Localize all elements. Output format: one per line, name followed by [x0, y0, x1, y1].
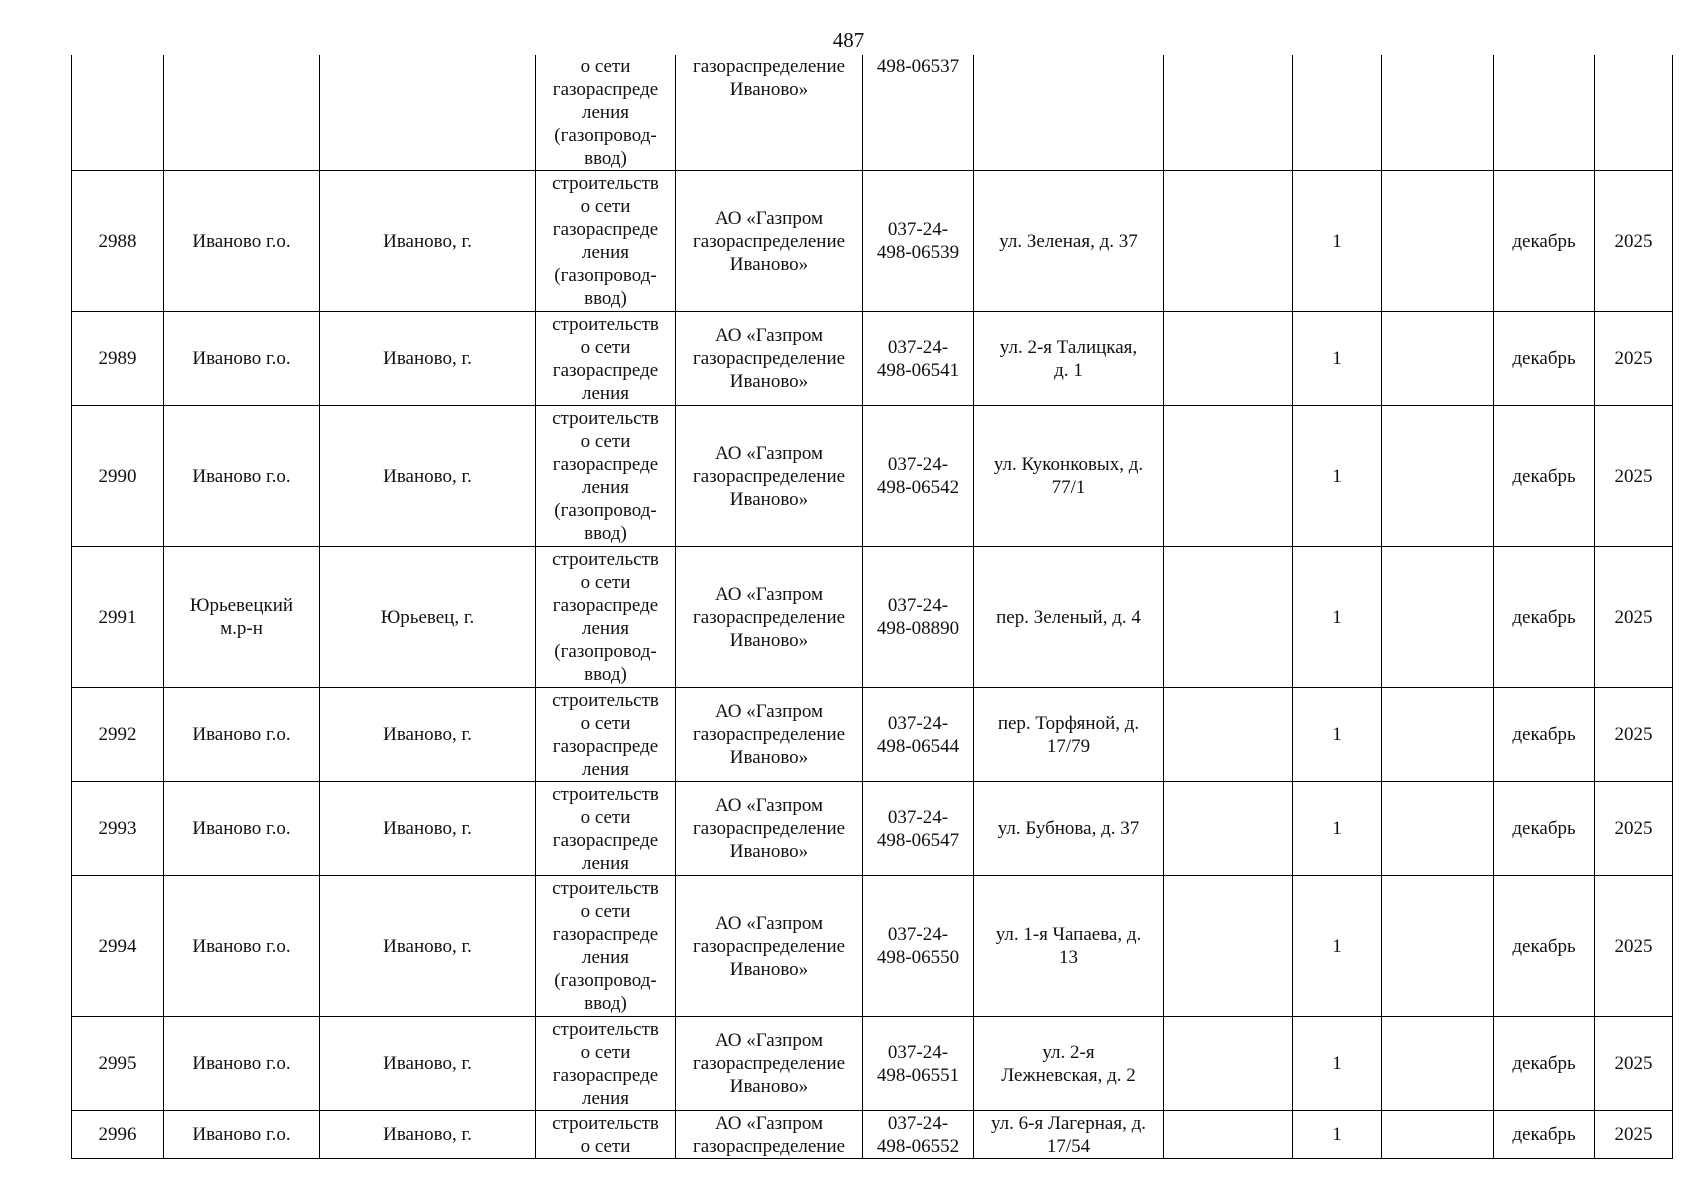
empty-cell — [1164, 55, 1293, 171]
locality-cell: Иваново, г. — [320, 406, 536, 547]
work-type-cell: строительств о сети — [536, 1111, 676, 1159]
company-cell: АО «Газпром газораспределение — [676, 1111, 863, 1159]
locality-cell: Иваново, г. — [320, 1017, 536, 1111]
district-cell: Иваново г.о. — [164, 171, 320, 312]
table-row — [72, 55, 1673, 171]
locality-cell: Иваново, г. — [320, 171, 536, 312]
empty-cell — [1164, 688, 1293, 782]
work-type-cell: строительств о сети газораспреде ления — [536, 782, 676, 876]
empty-cell — [1164, 1111, 1293, 1159]
count-cell: 1 — [1293, 406, 1382, 547]
table-row — [72, 688, 1673, 782]
work-type-cell: строительств о сети газораспреде ления — [536, 1017, 676, 1111]
count-cell: 1 — [1293, 547, 1382, 688]
empty-cell — [1164, 312, 1293, 406]
work-type-cell: строительств о сети газораспреде ления — [536, 688, 676, 782]
work-type-cell: строительств о сети газораспреде ления (газопровод- ввод) — [536, 876, 676, 1017]
empty-cell — [1382, 1017, 1494, 1111]
code-cell: 037-24- 498-06551 — [863, 1017, 974, 1111]
year-cell: 2025 — [1595, 1017, 1673, 1111]
month-cell: декабрь — [1494, 688, 1595, 782]
month-cell: декабрь — [1494, 1111, 1595, 1159]
code-cell: 037-24- 498-06544 — [863, 688, 974, 782]
company-cell: АО «Газпром газораспределение Иваново» — [676, 782, 863, 876]
year-cell: 2025 — [1595, 1111, 1673, 1159]
table-row — [72, 171, 1673, 312]
district-cell: Иваново г.о. — [164, 1017, 320, 1111]
count-cell: 1 — [1293, 171, 1382, 312]
empty-cell — [1382, 688, 1494, 782]
code-cell: 037-24- 498-06547 — [863, 782, 974, 876]
company-cell: АО «Газпром газораспределение Иваново» — [676, 688, 863, 782]
month-cell: декабрь — [1494, 171, 1595, 312]
empty-cell — [1382, 55, 1494, 171]
row-number-cell: 2990 — [72, 406, 164, 547]
code-cell: 037-24- 498-06541 — [863, 312, 974, 406]
month-cell: декабрь — [1494, 406, 1595, 547]
row-number-cell — [72, 55, 164, 171]
empty-cell — [1164, 1017, 1293, 1111]
address-cell: ул. 2-я Лежневская, д. 2 — [974, 1017, 1164, 1111]
count-cell: 1 — [1293, 782, 1382, 876]
month-cell: декабрь — [1494, 782, 1595, 876]
address-cell: ул. 1-я Чапаева, д. 13 — [974, 876, 1164, 1017]
district-cell: Иваново г.о. — [164, 782, 320, 876]
address-cell: ул. 6-я Лагерная, д. 17/54 — [974, 1111, 1164, 1159]
address-cell: ул. Зеленая, д. 37 — [974, 171, 1164, 312]
row-number-cell: 2991 — [72, 547, 164, 688]
year-cell: 2025 — [1595, 876, 1673, 1017]
year-cell: 2025 — [1595, 406, 1673, 547]
count-cell: 1 — [1293, 1111, 1382, 1159]
address-cell: пер. Зеленый, д. 4 — [974, 547, 1164, 688]
locality-cell: Иваново, г. — [320, 876, 536, 1017]
row-number-cell: 2988 — [72, 171, 164, 312]
company-cell: газораспределение Иваново» — [676, 55, 863, 171]
locality-cell: Иваново, г. — [320, 312, 536, 406]
work-type-cell: строительств о сети газораспреде ления — [536, 312, 676, 406]
address-cell: пер. Торфяной, д. 17/79 — [974, 688, 1164, 782]
month-cell: декабрь — [1494, 876, 1595, 1017]
empty-cell — [1382, 406, 1494, 547]
table-row — [72, 1111, 1673, 1159]
address-cell: ул. Куконковых, д. 77/1 — [974, 406, 1164, 547]
empty-cell — [1164, 171, 1293, 312]
year-cell: 2025 — [1595, 782, 1673, 876]
address-cell: ул. 2-я Талицкая, д. 1 — [974, 312, 1164, 406]
code-cell: 498-06537 — [863, 55, 974, 171]
empty-cell — [1382, 876, 1494, 1017]
row-number-cell: 2992 — [72, 688, 164, 782]
locality-cell: Иваново, г. — [320, 1111, 536, 1159]
table-row — [72, 1017, 1673, 1111]
month-cell: декабрь — [1494, 1017, 1595, 1111]
table-row — [72, 876, 1673, 1017]
row-number-cell: 2994 — [72, 876, 164, 1017]
locality-cell: Иваново, г. — [320, 688, 536, 782]
year-cell: 2025 — [1595, 171, 1673, 312]
company-cell: АО «Газпром газораспределение Иваново» — [676, 171, 863, 312]
table-row — [72, 547, 1673, 688]
row-number-cell: 2993 — [72, 782, 164, 876]
count-cell: 1 — [1293, 1017, 1382, 1111]
empty-cell — [1382, 171, 1494, 312]
district-cell: Иваново г.о. — [164, 312, 320, 406]
year-cell: 2025 — [1595, 547, 1673, 688]
company-cell: АО «Газпром газораспределение Иваново» — [676, 1017, 863, 1111]
district-cell: Иваново г.о. — [164, 406, 320, 547]
empty-cell — [1164, 406, 1293, 547]
company-cell: АО «Газпром газораспределение Иваново» — [676, 312, 863, 406]
row-number-cell: 2995 — [72, 1017, 164, 1111]
address-cell: ул. Бубнова, д. 37 — [974, 782, 1164, 876]
locality-cell: Иваново, г. — [320, 782, 536, 876]
company-cell: АО «Газпром газораспределение Иваново» — [676, 547, 863, 688]
empty-cell — [1382, 547, 1494, 688]
empty-cell — [1382, 782, 1494, 876]
year-cell: 2025 — [1595, 312, 1673, 406]
district-cell: Иваново г.о. — [164, 876, 320, 1017]
work-type-cell: строительств о сети газораспреде ления (газопровод- ввод) — [536, 547, 676, 688]
year-cell: 2025 — [1595, 688, 1673, 782]
register-table — [71, 55, 1673, 1159]
row-number-cell: 2989 — [72, 312, 164, 406]
company-cell: АО «Газпром газораспределение Иваново» — [676, 876, 863, 1017]
code-cell: 037-24- 498-08890 — [863, 547, 974, 688]
empty-cell — [1164, 876, 1293, 1017]
empty-cell — [1164, 547, 1293, 688]
page-number: 487 — [832, 28, 865, 52]
count-cell — [1293, 55, 1382, 171]
district-cell: Иваново г.о. — [164, 1111, 320, 1159]
code-cell: 037-24- 498-06552 — [863, 1111, 974, 1159]
work-type-cell: строительств о сети газораспреде ления (газопровод- ввод) — [536, 406, 676, 547]
address-cell — [974, 55, 1164, 171]
count-cell: 1 — [1293, 688, 1382, 782]
month-cell: декабрь — [1494, 547, 1595, 688]
locality-cell — [320, 55, 536, 171]
empty-cell — [1382, 312, 1494, 406]
count-cell: 1 — [1293, 312, 1382, 406]
code-cell: 037-24- 498-06542 — [863, 406, 974, 547]
code-cell: 037-24- 498-06539 — [863, 171, 974, 312]
month-cell — [1494, 55, 1595, 171]
count-cell: 1 — [1293, 876, 1382, 1017]
district-cell: Иваново г.о. — [164, 688, 320, 782]
table-row — [72, 782, 1673, 876]
empty-cell — [1382, 1111, 1494, 1159]
code-cell: 037-24- 498-06550 — [863, 876, 974, 1017]
work-type-cell: строительств о сети газораспреде ления (газопровод- ввод) — [536, 171, 676, 312]
year-cell — [1595, 55, 1673, 171]
district-cell: Юрьевецкий м.р-н — [164, 547, 320, 688]
work-type-cell: о сети газораспреде ления (газопровод- ввод) — [536, 55, 676, 171]
locality-cell: Юрьевец, г. — [320, 547, 536, 688]
month-cell: декабрь — [1494, 312, 1595, 406]
district-cell — [164, 55, 320, 171]
table-row — [72, 406, 1673, 547]
empty-cell — [1164, 782, 1293, 876]
company-cell: АО «Газпром газораспределение Иваново» — [676, 406, 863, 547]
table-row — [72, 312, 1673, 406]
row-number-cell: 2996 — [72, 1111, 164, 1159]
